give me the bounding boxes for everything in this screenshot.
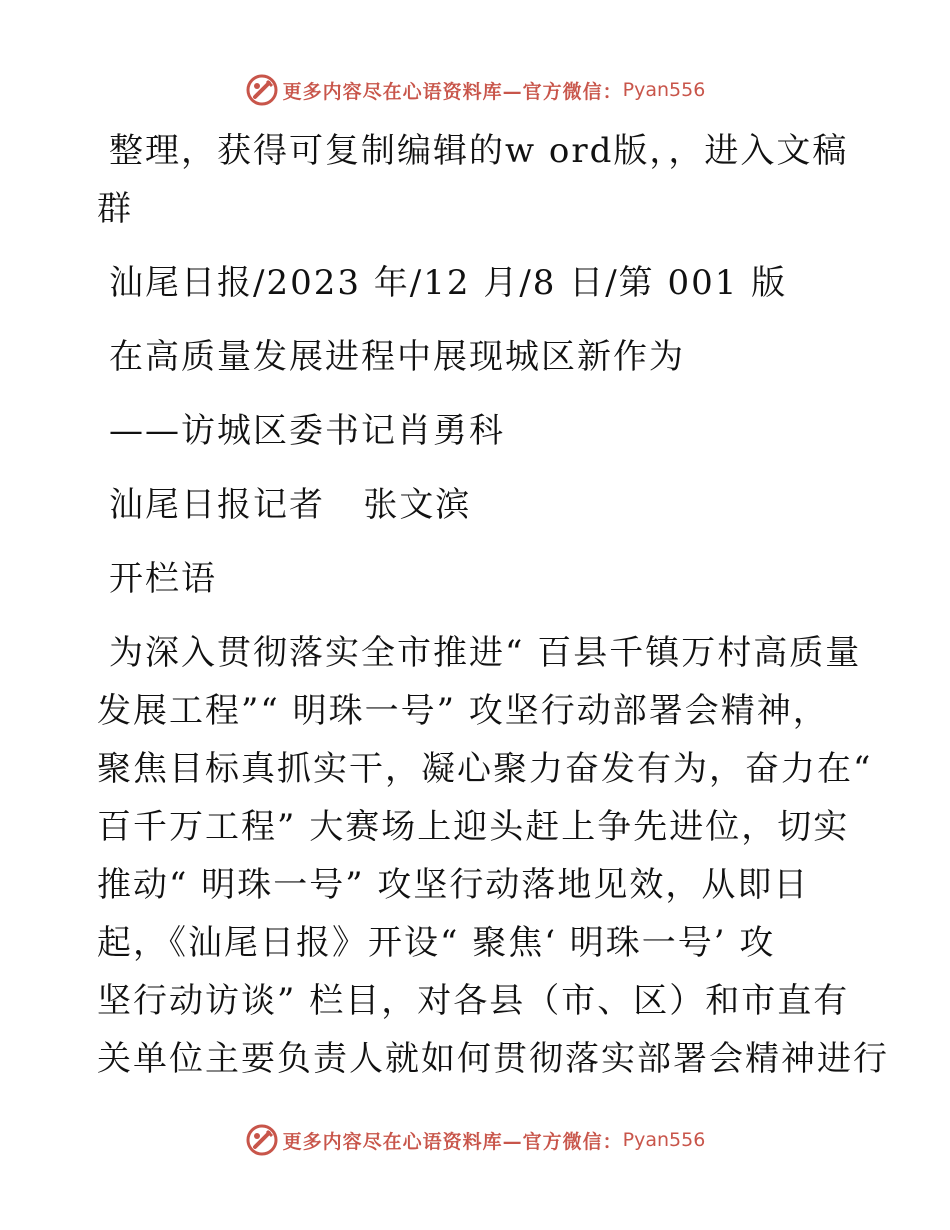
headline: 在高质量发展进程中展现城区新作为 bbox=[109, 337, 685, 377]
logo-icon bbox=[245, 73, 279, 107]
logo-icon bbox=[245, 1123, 279, 1157]
column-label: 开栏语 bbox=[109, 559, 217, 599]
source-line: 汕尾日报/2023 年/12 月/8 日/第 001 版 bbox=[109, 263, 788, 303]
intro-line: 群 bbox=[97, 189, 133, 229]
body-line: 百千万工程” 大赛场上迎头赶上争先进位，切实 bbox=[97, 807, 850, 847]
body-line: 为深入贯彻落实全市推进“ 百县千镇万村高质量 bbox=[109, 633, 862, 673]
subheadline: ——访城区委书记肖勇科 bbox=[109, 411, 505, 451]
body-line: 发展工程”“ 明珠一号” 攻坚行动部署会精神， bbox=[97, 691, 829, 731]
header-watermark-banner bbox=[0, 70, 950, 110]
document-body bbox=[97, 122, 889, 1088]
byline: 汕尾日报记者 张文滨 bbox=[109, 485, 472, 525]
footer-watermark-banner bbox=[0, 1120, 950, 1160]
body-line: 关单位主要负责人就如何贯彻落实部署会精神进行 bbox=[97, 1039, 889, 1079]
banner-wechat-id: Pyan556 bbox=[622, 79, 706, 101]
body-line: 聚焦目标真抓实干，凝心聚力奋发有为，奋力在“ bbox=[97, 749, 873, 789]
body-line: 起，《汕尾日报》开设“ 聚焦‘ 明珠一号’ 攻 bbox=[97, 923, 776, 963]
banner-wechat-id: Pyan556 bbox=[622, 1129, 706, 1151]
banner-text: 更多内容尽在心语资料库—官方微信： bbox=[282, 80, 623, 103]
intro-line: 整理，获得可复制编辑的w ord版，，进入文稿 bbox=[109, 131, 849, 171]
banner-text: 更多内容尽在心语资料库—官方微信： bbox=[282, 1130, 623, 1153]
body-line: 坚行动访谈” 栏目，对各县（市、区）和市直有 bbox=[97, 981, 850, 1021]
body-line: 推动“ 明珠一号” 攻坚行动落地见效，从即日 bbox=[97, 865, 810, 905]
